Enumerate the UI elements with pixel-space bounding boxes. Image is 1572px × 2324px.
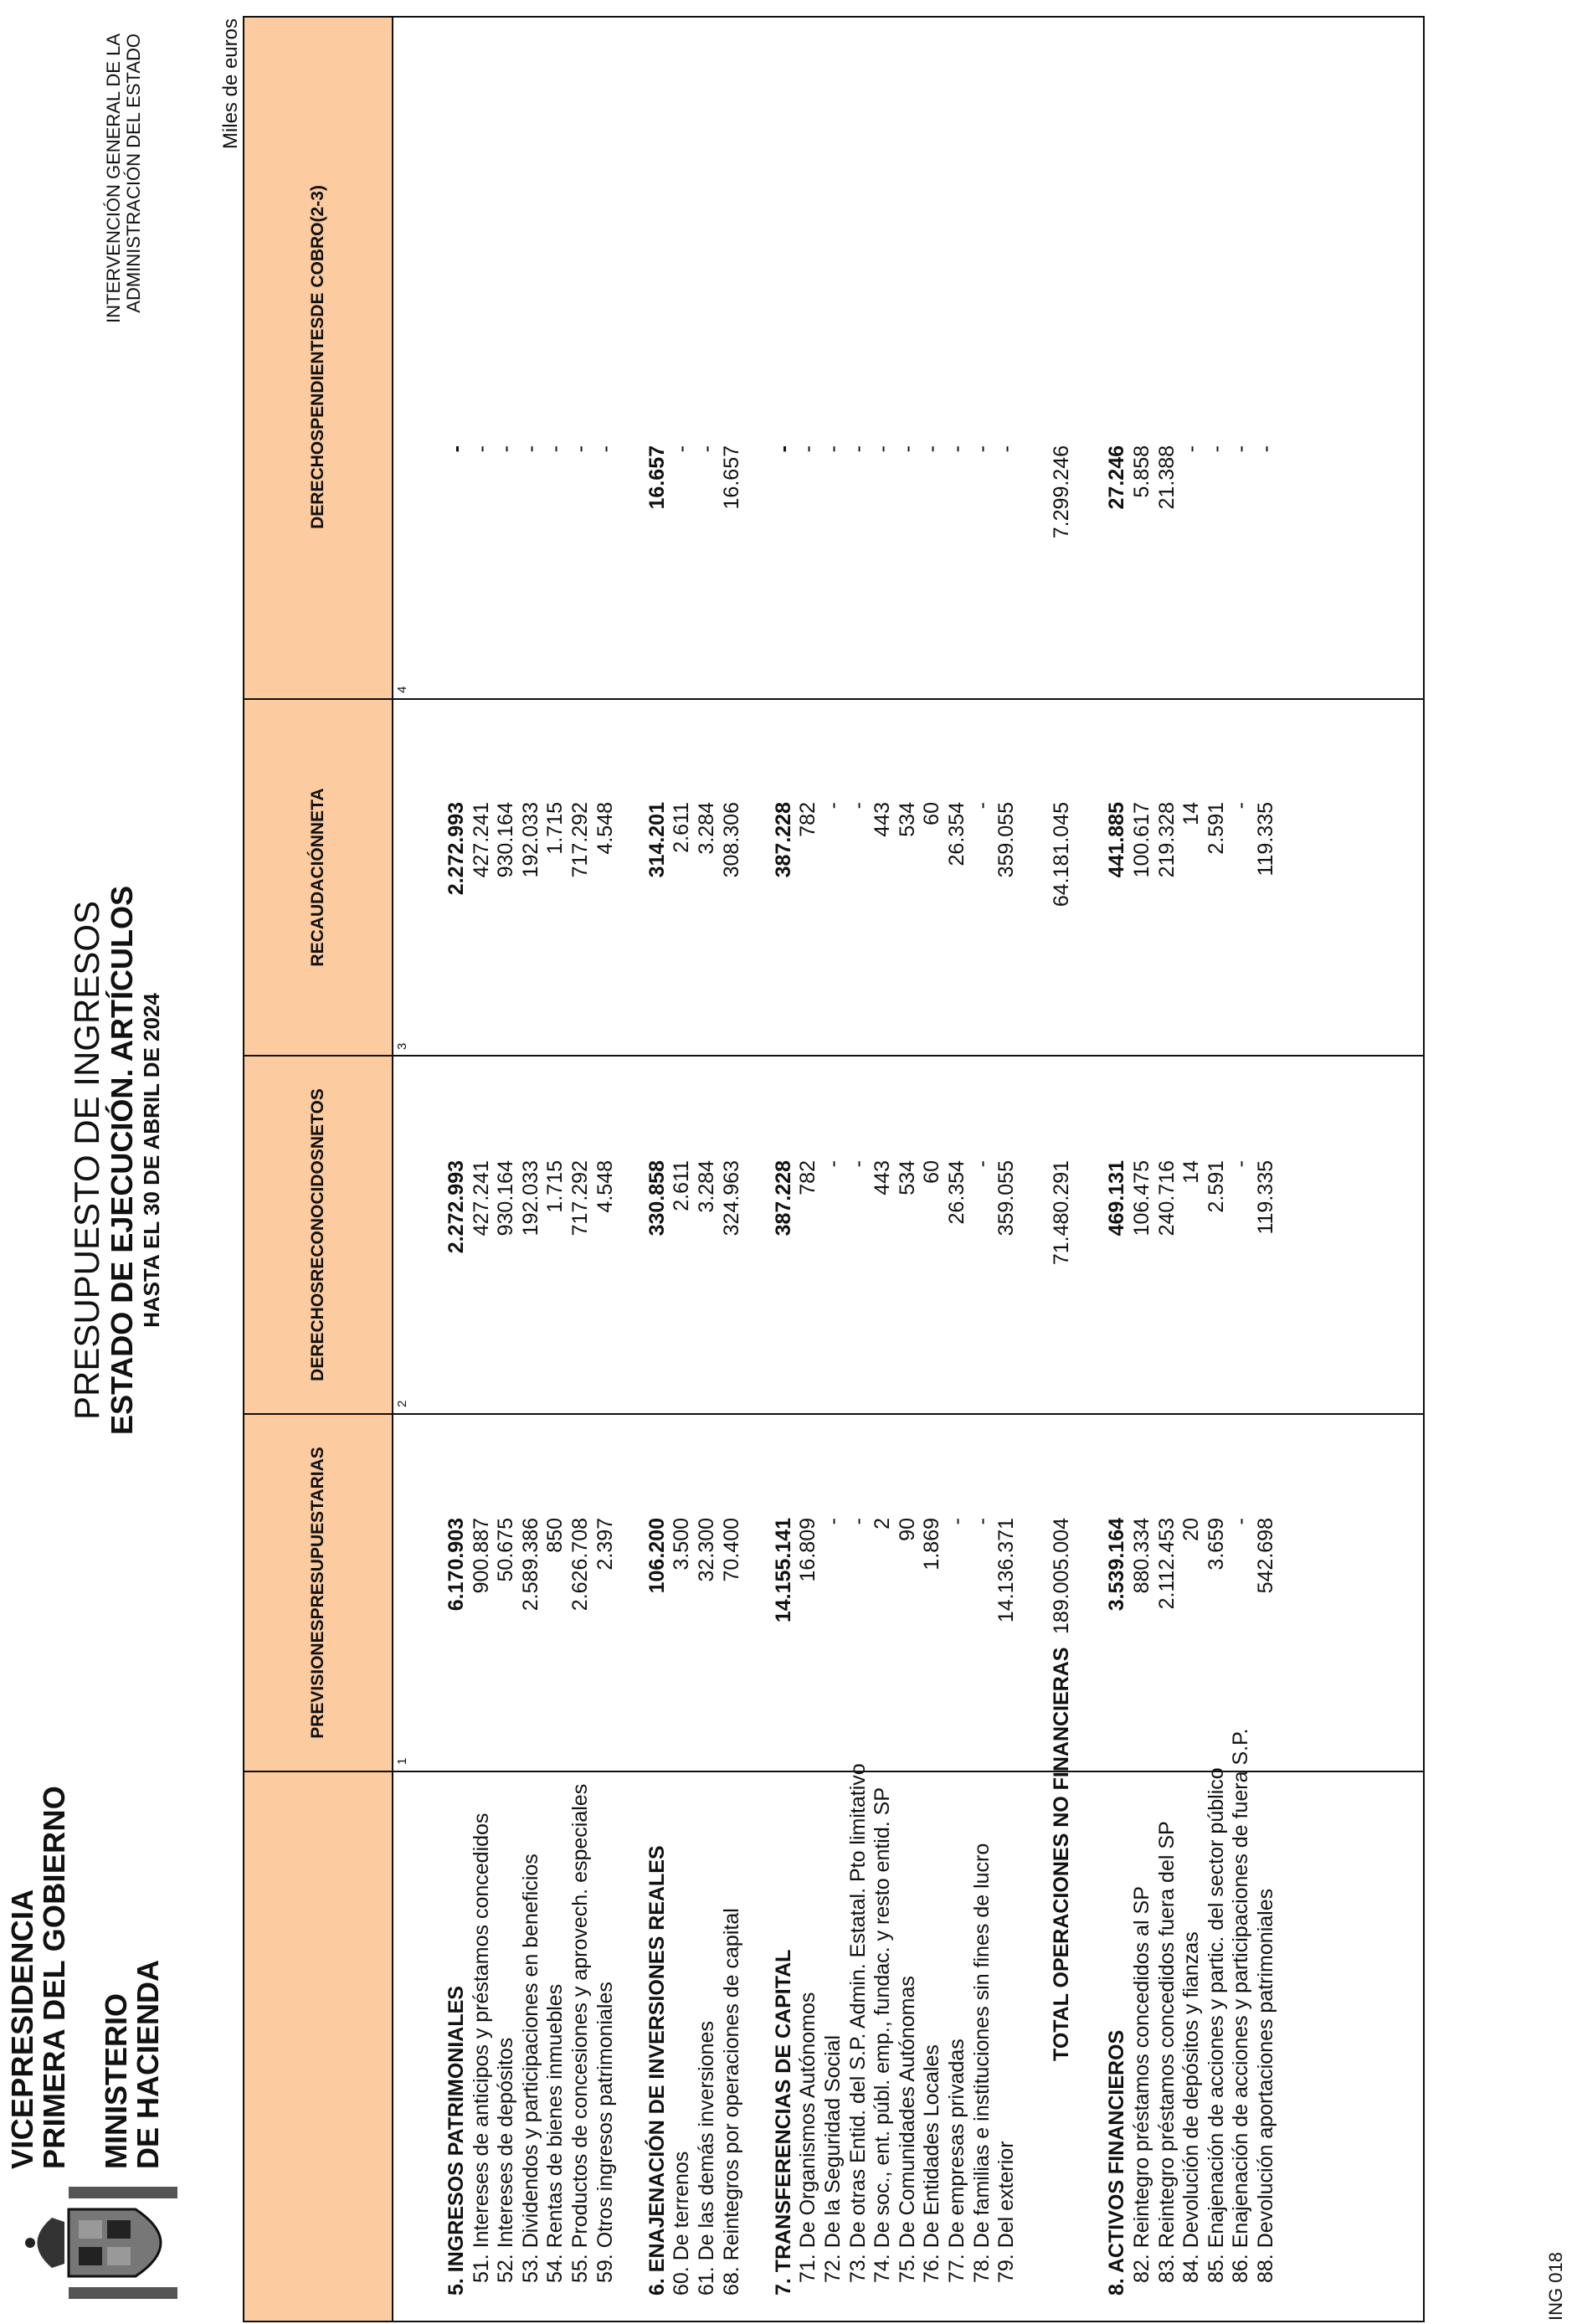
- cell-recaudacion: 782: [796, 802, 820, 837]
- row-label: 76. De Entidades Locales: [920, 2044, 944, 2283]
- cell-derechos-reconocidos: 387.228: [771, 1160, 795, 1237]
- row-label: 72. De la Seguridad Social: [820, 2034, 845, 2283]
- cell-derechos-reconocidos: 782: [796, 1160, 820, 1195]
- cell-pendientes: -: [444, 445, 468, 453]
- cell-previsiones: -: [1229, 1518, 1253, 1525]
- units-label: Miles de euros: [219, 18, 242, 150]
- cell-previsiones: 189.005.004: [1050, 1518, 1074, 1635]
- row-label: 84. Devolución de depósitos y fianzas: [1179, 1931, 1204, 2283]
- cell-pendientes: -: [1204, 445, 1228, 453]
- row-label: 60. De terrenos: [670, 2151, 694, 2296]
- cell-derechos-reconocidos: 71.480.291: [1050, 1160, 1074, 1266]
- cell-recaudacion: 2.611: [670, 802, 694, 853]
- cell-derechos-reconocidos: 106.475: [1130, 1160, 1154, 1237]
- cell-recaudacion: 4.548: [593, 802, 617, 855]
- cell-recaudacion: 219.328: [1154, 802, 1179, 878]
- cell-recaudacion: 2.591: [1204, 802, 1228, 855]
- total-row: [1049, 18, 1074, 2321]
- cell-derechos-reconocidos: 2.591: [1204, 1160, 1228, 1213]
- cell-pendientes: -: [820, 445, 845, 453]
- cell-previsiones: 542.698: [1254, 1518, 1278, 1594]
- table-row: [870, 18, 895, 2321]
- row-label: 52. Intereses de depósitos: [494, 2037, 518, 2283]
- cell-pendientes: -: [518, 445, 542, 453]
- cell-derechos-reconocidos: 324.963: [719, 1160, 743, 1237]
- table-row: [1179, 18, 1204, 2321]
- cell-pendientes: -: [920, 445, 944, 453]
- ministry-label: [100, 1960, 164, 2169]
- cell-previsiones: 20: [1179, 1518, 1204, 1541]
- row-label: 75. De Comunidades Autónomas: [895, 1976, 919, 2283]
- org-line-1: VICEPRESIDENCIA: [5, 1889, 39, 2169]
- column-header-pendientes: DERECHOS PENDIENTES DE COBRO (2-3): [308, 185, 327, 529]
- cell-previsiones: 2: [871, 1518, 895, 1530]
- cell-pendientes: -: [871, 445, 895, 453]
- cell-derechos-reconocidos: 469.131: [1105, 1160, 1129, 1237]
- cell-previsiones: 1.869: [920, 1518, 944, 1571]
- cell-recaudacion: 119.335: [1254, 802, 1278, 877]
- cell-pendientes: 7.299.246: [1050, 445, 1074, 539]
- row-label: 5. INGRESOS PATRIMONIALES: [444, 1986, 468, 2296]
- ministry-line-2: DE HACIENDA: [131, 1959, 165, 2169]
- cell-previsiones: 2.397: [593, 1518, 617, 1571]
- title-sub: ESTADO DE EJECUCIÓN. ARTÍCULOS: [105, 885, 139, 1436]
- cell-recaudacion: 2.272.993: [444, 802, 468, 896]
- row-label: 68. Reintegros por operaciones de capital: [719, 1908, 743, 2296]
- column-number: 1: [395, 1757, 409, 1765]
- section-row: [771, 18, 796, 2321]
- table-row: [518, 18, 543, 2321]
- cell-derechos-reconocidos: -: [969, 1160, 994, 1168]
- cell-previsiones: 32.300: [694, 1518, 718, 1582]
- document-code: ING 018: [1545, 2252, 1566, 2321]
- cell-recaudacion: 3.284: [694, 802, 718, 855]
- table-row: [1129, 18, 1154, 2321]
- table-row: [795, 18, 820, 2321]
- cell-derechos-reconocidos: 930.164: [494, 1160, 518, 1237]
- cell-previsiones: 70.400: [719, 1518, 743, 1582]
- table-row: [1154, 18, 1179, 2321]
- table-row: [845, 18, 871, 2321]
- table-row: [944, 18, 969, 2321]
- cell-pendientes: -: [1229, 445, 1253, 453]
- section-row: [444, 18, 469, 2321]
- cell-pendientes: -: [771, 445, 795, 453]
- budget-table: [243, 16, 1425, 2322]
- row-label: 61. De las demás inversiones: [694, 2021, 718, 2296]
- cell-derechos-reconocidos: 1.715: [543, 1160, 568, 1213]
- row-label: 79. Del exterior: [994, 2141, 1019, 2283]
- cell-derechos-reconocidos: 3.284: [694, 1160, 718, 1213]
- org-line-2: PRIMERA DEL GOBIERNO: [37, 1785, 71, 2169]
- column-header-recaudacion: RECAUDACIÓN NETA: [308, 788, 327, 967]
- table-row: [895, 18, 920, 2321]
- cell-pendientes: -: [494, 445, 518, 453]
- cell-pendientes: -: [593, 445, 617, 453]
- cell-pendientes: -: [944, 445, 968, 453]
- row-label: 83. Reintegro préstamos concedidos fuera del SP: [1154, 1821, 1179, 2283]
- cell-previsiones: 3.500: [670, 1518, 694, 1571]
- cell-recaudacion: 308.306: [719, 802, 743, 878]
- cell-derechos-reconocidos: 717.292: [568, 1160, 592, 1237]
- cell-pendientes: 16.657: [645, 445, 669, 510]
- cell-recaudacion: 60: [920, 802, 944, 825]
- cell-recaudacion: 64.181.045: [1050, 802, 1074, 907]
- cell-pendientes: -: [1179, 445, 1204, 453]
- cell-recaudacion: 359.055: [994, 802, 1019, 878]
- cell-pendientes: -: [845, 445, 870, 453]
- cell-recaudacion: 26.354: [944, 802, 968, 866]
- cell-derechos-reconocidos: 359.055: [994, 1160, 1019, 1237]
- row-label: 53. Dividendos y participaciones en beneficios: [518, 1854, 542, 2283]
- column-header-derechos-reconocidos: DERECHOS RECONOCIDOS NETOS: [308, 1088, 327, 1381]
- cell-derechos-reconocidos: 443: [871, 1160, 895, 1195]
- table-row: [994, 18, 1019, 2321]
- cell-recaudacion: 534: [895, 802, 919, 837]
- cell-previsiones: -: [969, 1518, 994, 1525]
- cell-recaudacion: 717.292: [568, 802, 592, 878]
- cell-recaudacion: -: [820, 802, 845, 810]
- cell-previsiones: 900.887: [469, 1518, 493, 1594]
- cell-pendientes: -: [543, 445, 568, 453]
- cell-pendientes: -: [670, 445, 694, 453]
- cell-derechos-reconocidos: 119.335: [1254, 1160, 1278, 1235]
- table-row: [542, 18, 568, 2321]
- cell-recaudacion: 387.228: [771, 802, 795, 878]
- table-row: [1204, 18, 1229, 2321]
- cell-previsiones: 3.659: [1204, 1518, 1228, 1571]
- cell-previsiones: 880.334: [1130, 1518, 1154, 1594]
- cell-recaudacion: -: [845, 802, 870, 810]
- column-number: 4: [395, 686, 409, 693]
- cell-derechos-reconocidos: -: [845, 1160, 870, 1168]
- cell-pendientes: -: [568, 445, 592, 453]
- cell-previsiones: -: [820, 1518, 845, 1525]
- cell-derechos-reconocidos: 330.858: [645, 1160, 669, 1237]
- section-row: [645, 18, 670, 2321]
- cell-pendientes: 21.388: [1154, 445, 1179, 510]
- cell-derechos-reconocidos: 427.241: [469, 1160, 493, 1237]
- row-label: TOTAL OPERACIONES NO FINANCIERAS: [1050, 1647, 1074, 2061]
- table-row: [469, 18, 494, 2321]
- cell-derechos-reconocidos: -: [1229, 1160, 1253, 1168]
- cell-pendientes: -: [895, 445, 919, 453]
- cell-pendientes: 5.858: [1130, 445, 1154, 498]
- cell-pendientes: -: [694, 445, 718, 453]
- cell-previsiones: -: [944, 1518, 968, 1525]
- igae-label: [104, 33, 144, 469]
- row-label: 8. ACTIVOS FINANCIEROS: [1105, 2029, 1129, 2296]
- coat-of-arms-icon: [18, 2180, 194, 2306]
- title-main: PRESUPUESTO DE INGRESOS: [67, 900, 106, 1421]
- table-row: [1253, 18, 1278, 2321]
- cell-recaudacion: -: [1229, 802, 1253, 810]
- cell-previsiones: 2.626.708: [568, 1518, 592, 1612]
- column-number: 2: [395, 1400, 409, 1407]
- table-row: [694, 18, 719, 2321]
- cell-recaudacion: 930.164: [494, 802, 518, 878]
- igae-line-2: ADMINISTRACIÓN DEL ESTADO: [123, 33, 144, 313]
- row-label: 77. De empresas privadas: [944, 2039, 968, 2283]
- column-header-previsiones: PREVISIONES PRESUPUESTARIAS: [308, 1447, 327, 1739]
- cell-pendientes: -: [994, 445, 1019, 453]
- cell-previsiones: 14.155.141: [771, 1518, 795, 1623]
- cell-derechos-reconocidos: 26.354: [944, 1160, 968, 1225]
- row-label: 51. Intereses de anticipos y préstamos concedidos: [469, 1812, 493, 2283]
- cell-previsiones: 3.539.164: [1105, 1518, 1129, 1612]
- igae-line-1: INTERVENCIÓN GENERAL DE LA: [103, 33, 124, 323]
- row-label: 85. Enajenación de acciones y partic. del sector público: [1204, 1767, 1228, 2283]
- row-label: 6. ENAJENACIÓN DE INVERSIONES REALES: [645, 1845, 669, 2296]
- row-label: 71. De Organismos Autónomos: [796, 1992, 820, 2283]
- table-row: [568, 18, 593, 2321]
- table-row: [719, 18, 744, 2321]
- cell-previsiones: 16.809: [796, 1518, 820, 1582]
- cell-recaudacion: 1.715: [543, 802, 568, 855]
- cell-recaudacion: 192.033: [518, 802, 542, 878]
- row-label: 7. TRANSFERENCIAS DE CAPITAL: [771, 1949, 795, 2296]
- table-row: [669, 18, 694, 2321]
- title-date: HASTA EL 30 DE ABRIL DE 2024: [139, 993, 164, 1328]
- row-label: 74. De soc., ent. públ. emp., fundac. y resto entid. SP: [871, 1787, 895, 2283]
- document-titles: [69, 817, 164, 1504]
- table-row: [820, 18, 845, 2321]
- cell-derechos-reconocidos: 192.033: [518, 1160, 542, 1237]
- cell-derechos-reconocidos: 240.716: [1154, 1160, 1179, 1237]
- ministry-line-1: MINISTERIO: [99, 1992, 133, 2169]
- cell-previsiones: 2.112.453: [1154, 1518, 1179, 1610]
- table-row: [1228, 18, 1253, 2321]
- row-label: 54. Rentas de bienes inmuebles: [543, 1983, 568, 2283]
- table-row: [969, 18, 994, 2321]
- cell-pendientes: -: [1254, 445, 1278, 453]
- cell-recaudacion: 427.241: [469, 802, 493, 878]
- cell-derechos-reconocidos: 2.611: [670, 1160, 694, 1211]
- cell-previsiones: 90: [895, 1518, 919, 1541]
- row-label: 55. Productos de concesiones y aprovech. especiales: [568, 1783, 592, 2283]
- column-number: 3: [395, 1042, 409, 1050]
- cell-previsiones: 50.675: [494, 1518, 518, 1582]
- row-label: 88. Devolución aportaciones patrimoniales: [1254, 1888, 1278, 2283]
- row-label: 59. Otros ingresos patrimoniales: [593, 1982, 617, 2283]
- cell-pendientes: -: [469, 445, 493, 453]
- row-label: 82. Reintegro préstamos concedidos al SP: [1130, 1886, 1154, 2283]
- cell-recaudacion: 314.201: [645, 802, 669, 878]
- cell-recaudacion: 100.617: [1130, 802, 1154, 878]
- cell-recaudacion: 443: [871, 802, 895, 837]
- section-row: [1104, 18, 1129, 2321]
- cell-derechos-reconocidos: -: [820, 1160, 845, 1168]
- cell-derechos-reconocidos: 534: [895, 1160, 919, 1195]
- row-label: 78. De familias e instituciones sin fines de lucro: [969, 1843, 994, 2283]
- vicepresidency-label: [7, 1786, 70, 2169]
- cell-pendientes: 16.657: [719, 445, 743, 510]
- cell-previsiones: 106.200: [645, 1518, 669, 1594]
- row-label: 73. De otras Entid. del S.P. Admin. Estatal. Pto limitativo: [845, 1763, 870, 2283]
- cell-previsiones: 14.136.371: [994, 1518, 1019, 1623]
- table-row: [919, 18, 944, 2321]
- table-row: [593, 18, 618, 2321]
- cell-previsiones: -: [845, 1518, 870, 1525]
- cell-previsiones: 6.170.903: [444, 1518, 468, 1612]
- cell-previsiones: 850: [543, 1518, 568, 1553]
- cell-pendientes: -: [969, 445, 994, 453]
- cell-previsiones: 2.589.386: [518, 1518, 542, 1612]
- cell-derechos-reconocidos: 60: [920, 1160, 944, 1184]
- cell-pendientes: -: [796, 445, 820, 453]
- cell-recaudacion: -: [969, 802, 994, 810]
- cell-derechos-reconocidos: 14: [1179, 1160, 1204, 1184]
- row-label: 86. Enajenación de acciones y participaciones de fuera S.P.: [1229, 1728, 1253, 2283]
- cell-derechos-reconocidos: 4.548: [593, 1160, 617, 1213]
- cell-pendientes: 27.246: [1105, 445, 1129, 510]
- table-row: [493, 18, 518, 2321]
- cell-recaudacion: 14: [1179, 802, 1204, 825]
- cell-recaudacion: 441.885: [1105, 802, 1129, 878]
- cell-derechos-reconocidos: 2.272.993: [444, 1160, 468, 1254]
